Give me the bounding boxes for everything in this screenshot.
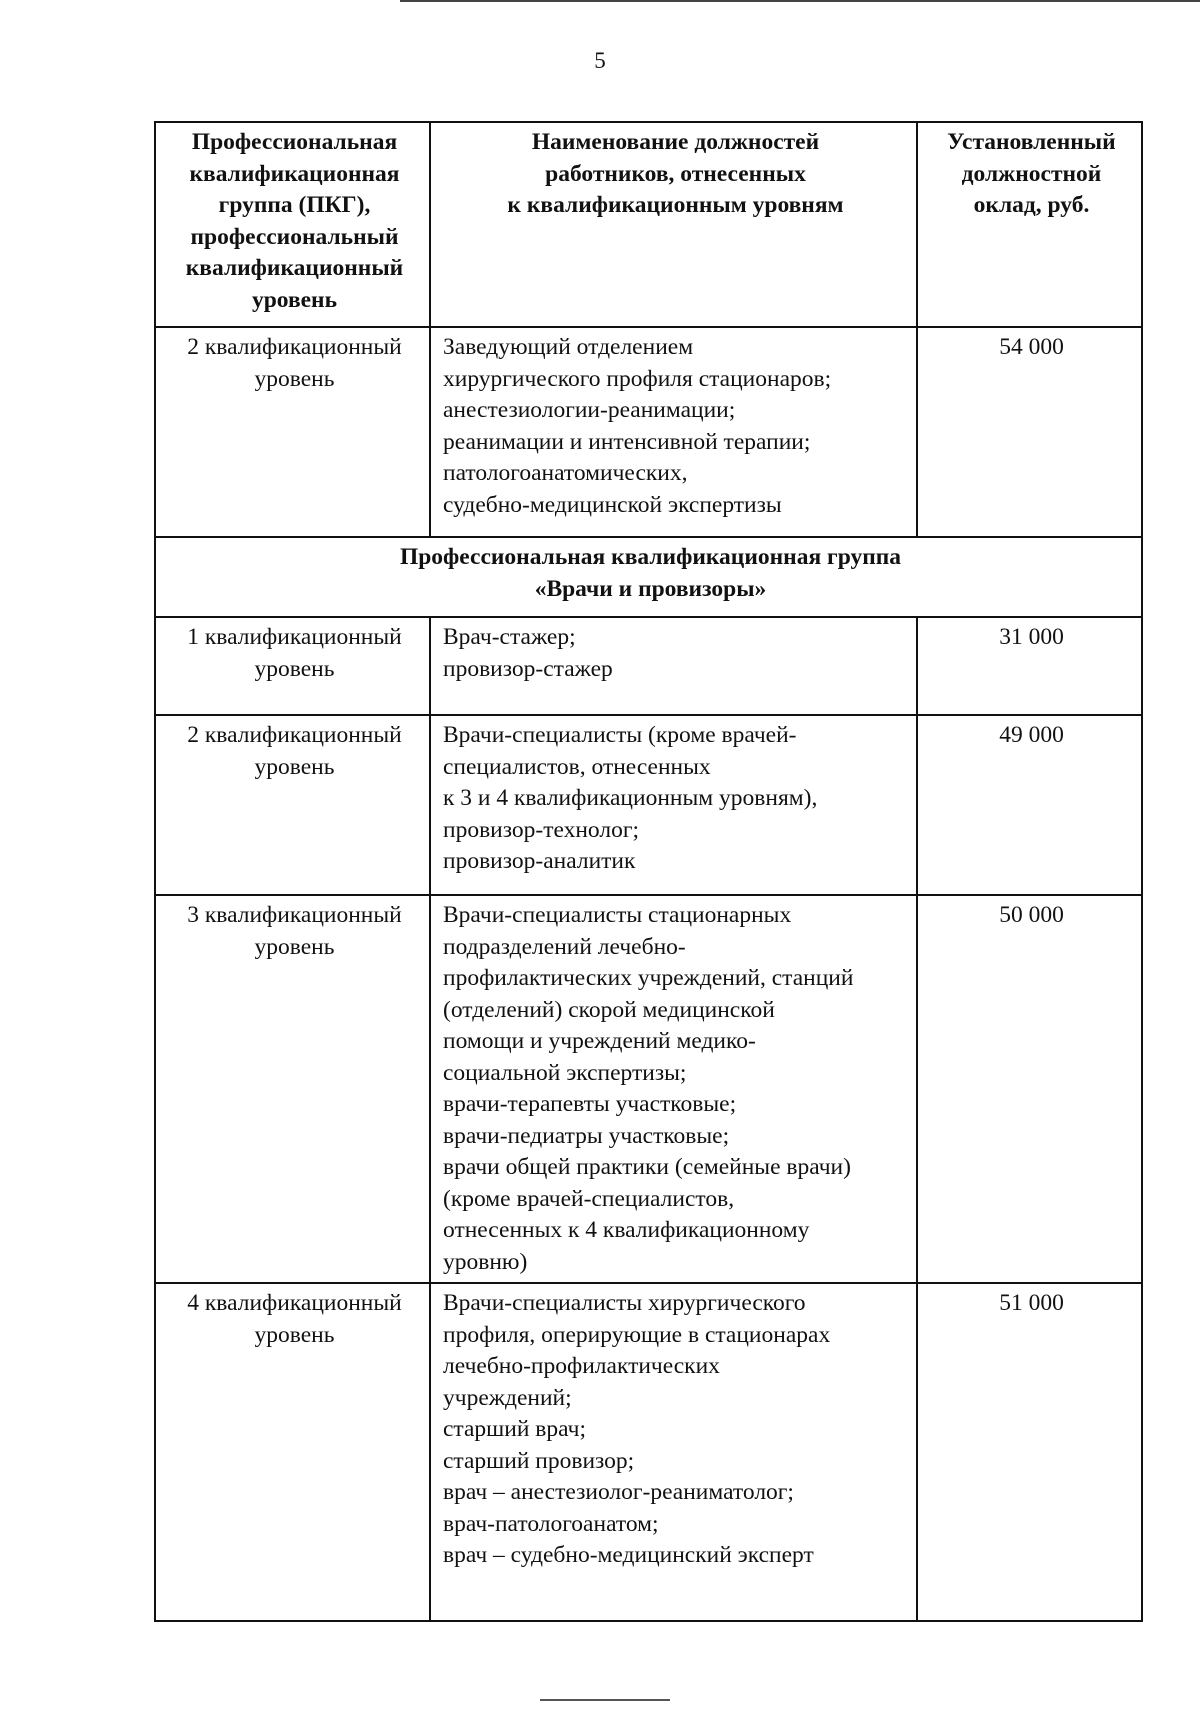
salary-cell: 54 000 xyxy=(917,327,1142,537)
position-line: подразделений лечебно- xyxy=(443,933,686,960)
position-line: старший врач; xyxy=(443,1416,586,1442)
group-title xyxy=(155,537,1142,617)
group-title-line: Профессиональная квалификационная группа xyxy=(399,544,902,570)
position-line: к 3 и 4 квалификационным уровням), xyxy=(443,785,818,811)
position-line: врач – анестезиолог-реаниматолог; xyxy=(443,1479,794,1505)
position-line: отнесенных к 4 квалификационному xyxy=(443,1217,810,1243)
header-line: работников, отнесенных xyxy=(545,160,806,187)
position-line: социальной экспертизы; xyxy=(443,1059,687,1086)
level-line: 4 квалификационный xyxy=(187,1290,402,1316)
position-line: профилактических учреждений, станций xyxy=(443,965,854,991)
position-line: профиля, оперирующие в стационарах xyxy=(443,1321,831,1348)
level-line: 1 квалификационный xyxy=(187,624,402,650)
level-line: 2 квалификационный xyxy=(187,722,402,748)
position-line: учреждений; xyxy=(443,1384,572,1411)
position-line: врачи-педиатры участковые; xyxy=(443,1122,730,1149)
position-line: реанимации и интенсивной терапии; xyxy=(443,428,811,455)
position-line: врач-патологоанатом; xyxy=(443,1510,659,1537)
level-cell xyxy=(155,1283,430,1621)
position-line: уровню) xyxy=(443,1248,528,1275)
group-title-line: «Врачи и провизоры» xyxy=(534,575,767,602)
salary-cell: 51 000 xyxy=(917,1283,1142,1621)
level-line: 3 квалификационный xyxy=(187,902,402,928)
header-salary xyxy=(917,122,1142,327)
level-cell xyxy=(155,327,430,537)
position-line: врачи общей практики (семейные врачи) xyxy=(443,1154,851,1180)
position-line: патологоанатомических, xyxy=(443,460,688,486)
salary-table xyxy=(154,121,1143,1622)
top-rule xyxy=(400,0,1200,2)
level-cell xyxy=(155,895,430,1283)
footer-scan-mark xyxy=(540,1699,670,1701)
table-row xyxy=(155,1283,1142,1621)
header-line: Наименование должностей xyxy=(531,129,820,155)
positions-cell xyxy=(430,617,917,715)
positions-cell xyxy=(430,895,917,1283)
table-row xyxy=(155,327,1142,537)
table-row xyxy=(155,895,1142,1283)
level-line: 2 квалификационный xyxy=(187,334,402,360)
position-line: Врачи-специалисты хирургического xyxy=(443,1290,806,1316)
page-number: 5 xyxy=(594,48,606,73)
level-cell xyxy=(155,617,430,715)
position-line: провизор-технолог; xyxy=(443,816,640,843)
position-line: старший провизор; xyxy=(443,1447,635,1474)
position-line: провизор-аналитик xyxy=(443,848,636,874)
header-positions xyxy=(430,122,917,327)
header-line: к квалификационным уровням xyxy=(507,192,844,218)
level-line: уровень xyxy=(254,365,335,392)
header-line: оклад, руб. xyxy=(973,192,1090,218)
table-header-row xyxy=(155,122,1142,327)
salary-cell: 31 000 xyxy=(917,617,1142,715)
position-line: Врачи-специалисты стационарных xyxy=(443,902,792,928)
position-line: (отделений) скорой медицинской xyxy=(443,996,775,1023)
header-line: Установленный xyxy=(947,129,1116,155)
position-line: хирургического профиля стационаров; xyxy=(443,365,832,392)
table-row xyxy=(155,617,1142,715)
position-line: Врач-стажер; xyxy=(443,624,576,650)
salary-cell: 50 000 xyxy=(917,895,1142,1283)
group-title-row xyxy=(155,537,1142,617)
position-line: провизор-стажер xyxy=(443,655,613,682)
position-line: врач – судебно-медицинский эксперт xyxy=(443,1542,814,1568)
position-line: Заведующий отделением xyxy=(443,334,694,360)
position-line: лечебно-профилактических xyxy=(443,1353,720,1379)
level-cell xyxy=(155,715,430,895)
header-qualification-group xyxy=(155,122,430,327)
header-line: профессиональный xyxy=(190,223,399,250)
position-line: анестезиологии-реанимации; xyxy=(443,397,736,423)
header-line: группа (ПКГ), xyxy=(218,192,371,218)
level-line: уровень xyxy=(254,753,335,780)
position-line: Врачи-специалисты (кроме врачей- xyxy=(443,722,797,748)
salary-cell: 49 000 xyxy=(917,715,1142,895)
level-line: уровень xyxy=(254,933,335,960)
header-line: квалификационный xyxy=(185,255,404,281)
header-line: уровень xyxy=(251,286,338,313)
position-line: (кроме врачей-специалистов, xyxy=(443,1185,735,1212)
position-line: помощи и учреждений медико- xyxy=(443,1028,756,1054)
header-line: квалификационная xyxy=(189,160,400,187)
positions-cell xyxy=(430,1283,917,1621)
positions-cell xyxy=(430,327,917,537)
table-row xyxy=(155,715,1142,895)
header-line: Профессиональная xyxy=(191,129,398,155)
position-line: судебно-медицинской экспертизы xyxy=(443,491,782,518)
level-line: уровень xyxy=(254,1321,335,1348)
positions-cell xyxy=(430,715,917,895)
level-line: уровень xyxy=(254,655,335,682)
position-line: врачи-терапевты участковые; xyxy=(443,1091,737,1117)
header-line: должностной xyxy=(961,160,1102,187)
position-line: специалистов, отнесенных xyxy=(443,753,711,780)
